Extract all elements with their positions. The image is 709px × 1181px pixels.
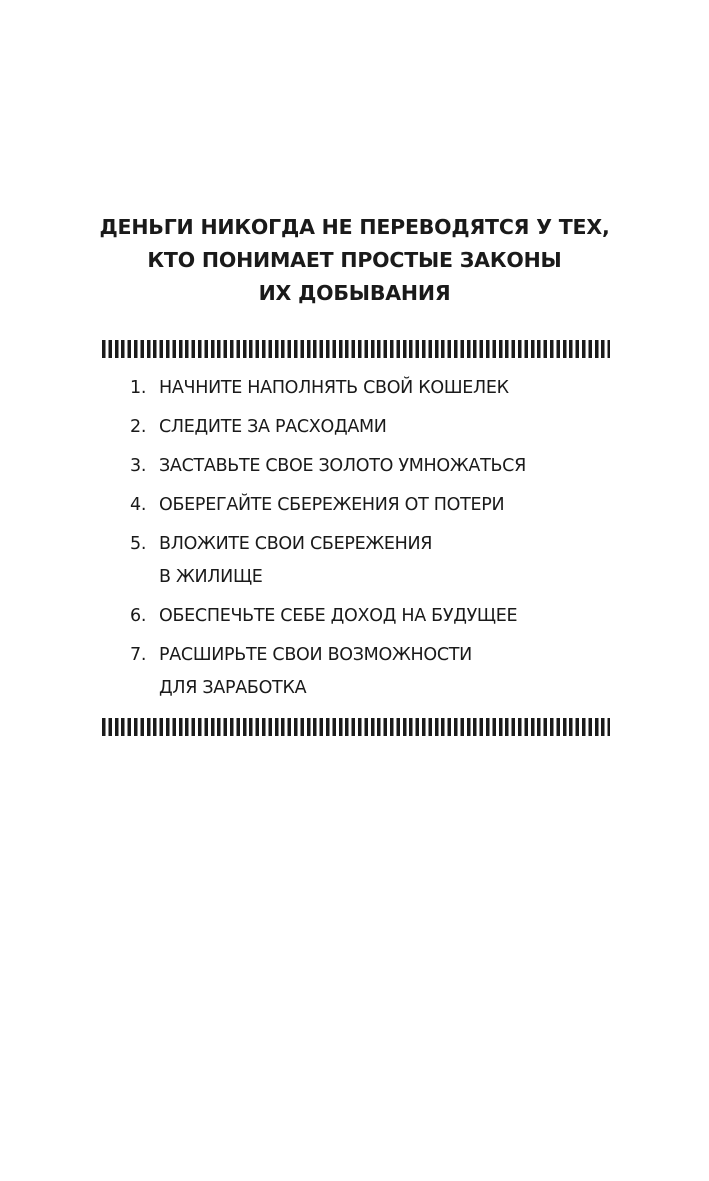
- heading-line-3: ИХ ДОБЫВАНИЯ: [258, 281, 451, 305]
- list-item-number: 6.: [130, 606, 147, 626]
- striped-divider-bottom: [102, 718, 610, 736]
- list-item-text: ОБЕСПЕЧЬТЕ СЕБЕ ДОХОД НА БУДУЩЕЕ: [159, 606, 518, 626]
- list-item-number: 7.: [130, 645, 147, 665]
- list-item-text: НАЧНИТЕ НАПОЛНЯТЬ СВОЙ КОШЕЛЕК: [159, 378, 509, 398]
- list-item: [0, 528, 709, 594]
- list-item-text: РАСШИРЬТЕ СВОИ ВОЗМОЖНОСТИ ДЛЯ ЗАРАБОТКА: [159, 645, 472, 698]
- list-item: [0, 450, 709, 483]
- list-item-number: 1.: [130, 378, 147, 398]
- heading-line-2: КТО ПОНИМАЕТ ПРОСТЫЕ ЗАКОНЫ: [147, 248, 562, 272]
- page-heading: [0, 211, 709, 310]
- list-item-text: СЛЕДИТЕ ЗА РАСХОДАМИ: [159, 417, 387, 437]
- list-item-number: 3.: [130, 456, 147, 476]
- list-item-text: ЗАСТАВЬТЕ СВОЕ ЗОЛОТО УМНОЖАТЬСЯ: [159, 456, 526, 476]
- list-item-number: 2.: [130, 417, 147, 437]
- list-item: [0, 639, 709, 705]
- list-item: [0, 372, 709, 405]
- heading-line-1: ДЕНЬГИ НИКОГДА НЕ ПЕРЕВОДЯТСЯ У ТЕХ,: [99, 215, 610, 239]
- list-item: [0, 600, 709, 633]
- list-item-text: ОБЕРЕГАЙТЕ СБЕРЕЖЕНИЯ ОТ ПОТЕРИ: [159, 495, 505, 515]
- list-item: [0, 411, 709, 444]
- list-item-number: 5.: [130, 534, 147, 554]
- list-item-text: ВЛОЖИТЕ СВОИ СБЕРЕЖЕНИЯ В ЖИЛИЩЕ: [159, 534, 433, 587]
- striped-divider-top: [102, 340, 610, 358]
- list-item: [0, 489, 709, 522]
- list-item-number: 4.: [130, 495, 147, 515]
- rules-list: [0, 372, 709, 711]
